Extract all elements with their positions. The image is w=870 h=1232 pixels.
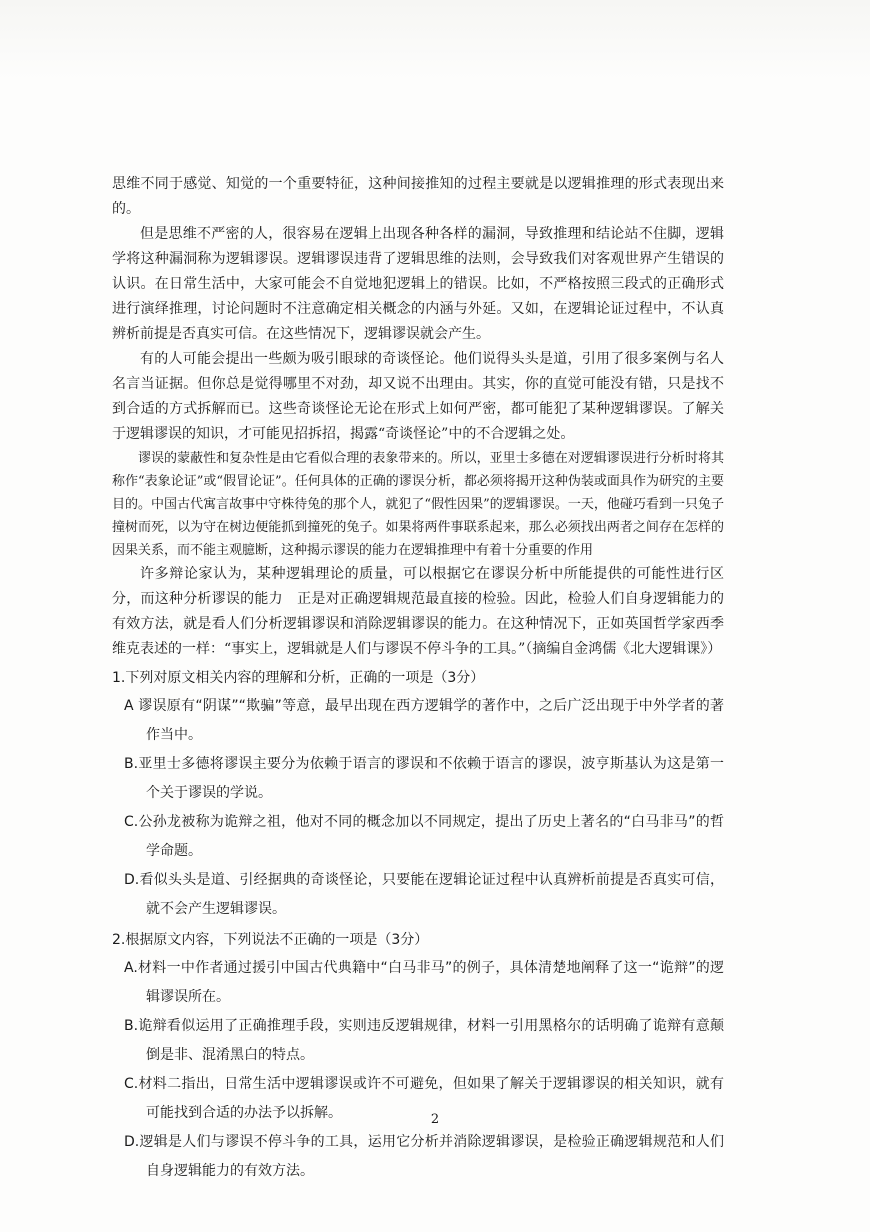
passage-paragraph: 许多辩论家认为，某种逻辑理论的质量，可以根据它在谬误分析中所能提供的可能性进行区分，而这种分析谬误的能力 正是对正确逻辑规范最直接的检验。因此，检验人们自身逻辑能力的有效方法，就是看人们分析逻辑谬误和消除逻辑谬误的能力。在这种情况下，正如英国哲学家西季维克表述的一样：“事实上，逻辑就是人们与谬误不停斗争的工具。”（摘编自金鸿儒《北大逻辑课》） (112, 566, 724, 657)
option-d: D.看似头头是道、引经据典的奇谈怪论，只要能在逻辑论证过程中认真辨析前提是否真实可信，就不会产生逻辑谬误。 (124, 872, 724, 917)
question-section (112, 664, 724, 1186)
option-a: A.材料一中作者通过援引中国古代典籍中“白马非马”的例子，具体清楚地阐释了这一“诡辩”的逻辑谬误所在。 (124, 960, 724, 1005)
passage-paragraph: 谬误的蒙蔽性和复杂性是由它看似合理的表象带来的。所以，亚里士多德在对逻辑谬误进行分析时将其称作“表象论证”或“假冒论证”。任何具体的正确的谬误分析，都必须将揭开这种伪装或面具作为研究的主要目的。中国古代寓言故事中守株待兔的那个人，就犯了“假性因果”的逻辑谬误。一天，他碰巧看到一只兔子撞树而死，以为守在树边便能抓到撞死的兔子。如果将两件事联系起来，那么必须找出两者之间存在怎样的因果关系，而不能主观臆断，这种揭示谬误的能力在逻辑推理中有着十分重要的作用 (112, 451, 724, 558)
scan-shading (0, 0, 870, 80)
option-d: D.逻辑是人们与谬误不停斗争的工具，运用它分析并消除逻辑谬误，是检验正确逻辑规范和人们自身逻辑能力的有效方法。 (124, 1134, 724, 1179)
question-stem: 2.根据原文内容，下列说法不正确的一项是（3分） (112, 932, 429, 948)
option-b: B.诡辩看似运用了正确推理手段，实则违反逻辑规律，材料一引用黑格尔的话明确了诡辩有意颠倒是非、混淆黑白的特点。 (124, 1018, 724, 1063)
option-c: C.材料二指出，日常生活中逻辑谬误或许不可避免，但如果了解关于逻辑谬误的相关知识，就有可能找到合适的办法予以拆解。 (124, 1076, 724, 1121)
passage-paragraph: 思维不同于感觉、知觉的一个重要特征，这种间接推知的过程主要就是以逻辑推理的形式表现出来的。 (112, 176, 724, 217)
page-content (112, 172, 724, 1186)
option-a: A 谬误原有“阴谋”“欺骗”等意，最早出现在西方逻辑学的著作中，之后广泛出现于中外学者的著作当中。 (124, 698, 724, 743)
passage-paragraph: 但是思维不严密的人，很容易在逻辑上出现各种各样的漏洞，导致推理和结论站不住脚，逻辑学将这种漏洞称为逻辑谬误。逻辑谬误违背了逻辑思维的法则，会导致我们对客观世界产生错误的认识。在日常生活中，大家可能会不自觉地犯逻辑上的错误。比如，不严格按照三段式的正确形式进行演绎推理，讨论问题时不注意确定相关概念的内涵与外延。又如，在逻辑论证过程中，不认真辨析前提是否真实可信。在这些情况下，逻辑谬误就会产生。 (112, 226, 724, 342)
question-1 (112, 664, 724, 924)
reading-passage (112, 172, 724, 662)
question-2 (112, 926, 724, 1186)
question-stem: 1.下列对原文相关内容的理解和分析，正确的一项是（3分） (112, 670, 485, 686)
passage-paragraph: 有的人可能会提出一些颇为吸引眼球的奇谈怪论。他们说得头头是道，引用了很多案例与名人名言当证据。但你总是觉得哪里不对劲，却又说不出理由。其实，你的直觉可能没有错，只是找不到合适的方式拆解而已。这些奇谈怪论无论在形式上如何严密，都可能犯了某种逻辑谬误。了解关于逻辑谬误的知识，才可能见招拆招，揭露“奇谈怪论”中的不合逻辑之处。 (112, 351, 724, 442)
option-c: C.公孙龙被称为诡辩之祖，他对不同的概念加以不同规定，提出了历史上著名的“白马非马”的哲学命题。 (124, 814, 724, 859)
option-b: B.亚里士多德将谬误主要分为依赖于语言的谬误和不依赖于语言的谬误，波亨斯基认为这是第一个关于谬误的学说。 (124, 756, 724, 801)
page-number: 2 (430, 1112, 440, 1127)
